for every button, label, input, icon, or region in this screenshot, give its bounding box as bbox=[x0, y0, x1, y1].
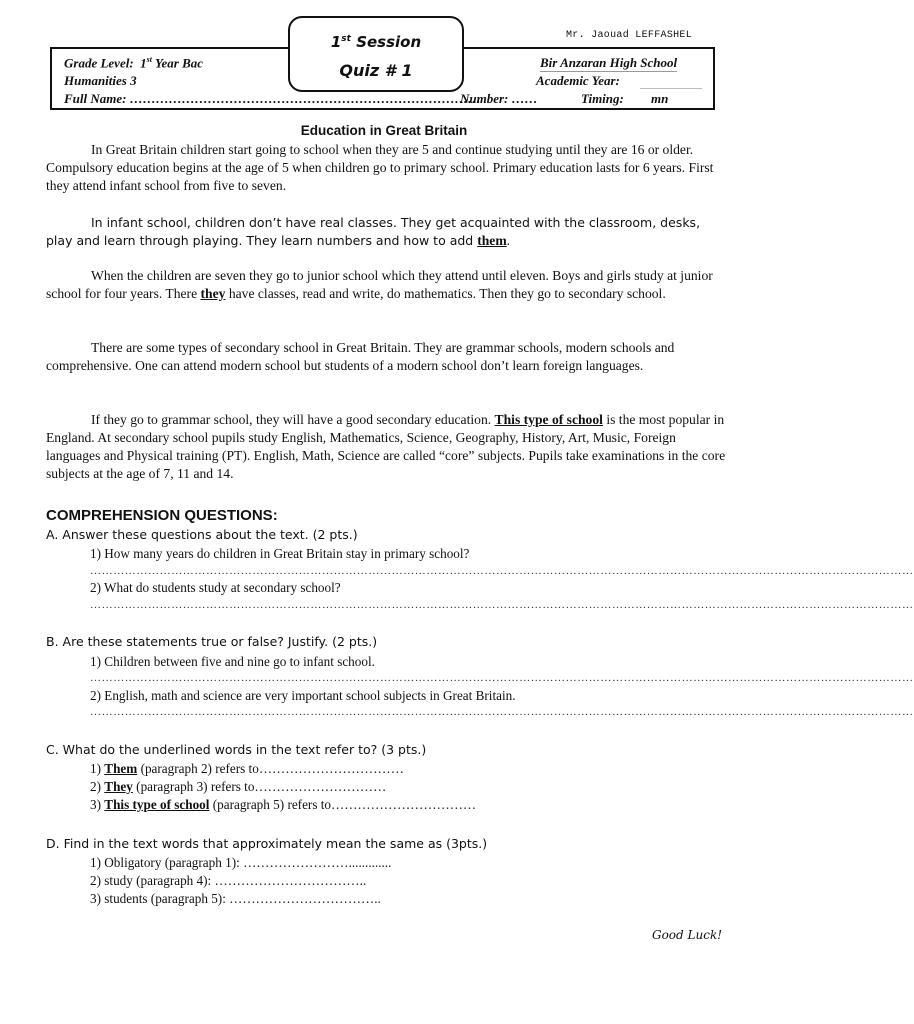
humanities-class: Humanities 3 bbox=[64, 73, 137, 88]
question-d1: 1) Obligatory (paragraph 1): ……………………............. bbox=[90, 855, 392, 870]
answer-line-a1[interactable]: …………………………………………………………………………………………………………………………………………………………………………………………… bbox=[90, 565, 914, 577]
comprehension-heading: COMPREHENSION QUESTIONS: bbox=[46, 507, 278, 524]
timing-label: Timing: bbox=[581, 91, 624, 106]
quiz-label: Quiz # 1 bbox=[339, 61, 413, 80]
paragraph-1: In Great Britain children start going to school when they are 5 and continue studying until they are 16 or older. Compulsory education begins at the age of 5 when children go to primary school. Primary education lasts for 6 years. First they attend infant school from five to seven. bbox=[46, 142, 714, 193]
paragraph-5: If they go to grammar school, they will have a good secondary education. This type of school is the most popular in England. At secondary school pupils study English, Mathematics, Science, Geography, History, Art, Music, Foreign languages and Physical training (PT). English, Math, Science are called “core” subjects. Pupils take examinations in the core subjects at the age of 7, 11 and 14. bbox=[46, 412, 726, 481]
underlined-this-type-of-school: This type of school bbox=[494, 412, 603, 427]
school-name: Bir Anzaran High School bbox=[540, 55, 678, 70]
question-d3: 3) students (paragraph 5): …………………………….. bbox=[90, 891, 381, 906]
answer-line-a2[interactable]: …………………………………………………………………………………………………………………………………………………………………………………………… bbox=[90, 599, 914, 611]
underlined-them: them bbox=[477, 233, 507, 248]
teacher-name: Mr. Jaouad LEFFASHEL bbox=[566, 30, 693, 41]
question-a2: 2) What do students study at secondary school? bbox=[90, 580, 341, 595]
section-a-heading: A. Answer these questions about the text. (2 pts.) bbox=[46, 527, 358, 542]
text-title: Education in Great Britain bbox=[300, 123, 468, 138]
answer-line-b1[interactable]: …………………………………………………………………………………………………………………………………………………………………………………………… bbox=[90, 672, 914, 684]
section-b-heading: B. Are these statements true or false? Justify. (2 pts.) bbox=[46, 634, 378, 649]
paragraph-3: When the children are seven they go to junior school which they attend until eleven. Boys and girls study at junior school for four years. There they have classes, read and write, do mathematics. Then they go to secondary school. bbox=[46, 268, 713, 301]
question-b2: 2) English, math and science are very important school subjects in Great Britain. bbox=[90, 688, 516, 703]
question-d2: 2) study (paragraph 4): …………………………….. bbox=[90, 873, 367, 888]
academic-year-blank bbox=[640, 88, 702, 89]
question-c1: 1) Them (paragraph 2) refers to…………………………… bbox=[90, 761, 404, 776]
answer-line-b2[interactable]: …………………………………………………………………………………………………………………………………………………………………………………………… bbox=[90, 706, 914, 718]
underlined-they: they bbox=[200, 286, 226, 301]
grade-level: Grade Level: 1st Year Bac bbox=[64, 55, 204, 71]
session-box bbox=[288, 16, 464, 92]
question-b1: 1) Children between five and nine go to infant school. bbox=[90, 654, 375, 669]
full-name-field: Full Name: ……………………………………………………………………… bbox=[64, 91, 481, 106]
question-c3: 3) This type of school (paragraph 5) refers to…………………………… bbox=[90, 797, 477, 812]
good-luck-note: Good Luck! bbox=[652, 928, 723, 942]
student-number: Number: …… bbox=[460, 91, 538, 106]
session-label: 1st Session bbox=[330, 33, 422, 51]
section-c-heading: C. What do the underlined words in the text refer to? (3 pts.) bbox=[46, 742, 427, 757]
timing-unit: mn bbox=[651, 91, 669, 106]
paragraph-4: There are some types of secondary school in Great Britain. They are grammar schools, modern schools and comprehensive. One can attend modern school but students of a modern school don’t learn foreign languages. bbox=[46, 340, 675, 373]
question-a1: 1) How many years do children in Great Britain stay in primary school? bbox=[90, 546, 470, 561]
paragraph-2: In infant school, children don’t have real classes. They get acquainted with the classroom, desks, play and learn through playing. They learn numbers and how to add them. bbox=[46, 215, 701, 248]
academic-year: Academic Year: bbox=[536, 73, 620, 88]
question-c2: 2) They (paragraph 3) refers to………………………… bbox=[90, 779, 387, 794]
section-d-heading: D. Find in the text words that approximately mean the same as (3pts.) bbox=[46, 836, 488, 851]
